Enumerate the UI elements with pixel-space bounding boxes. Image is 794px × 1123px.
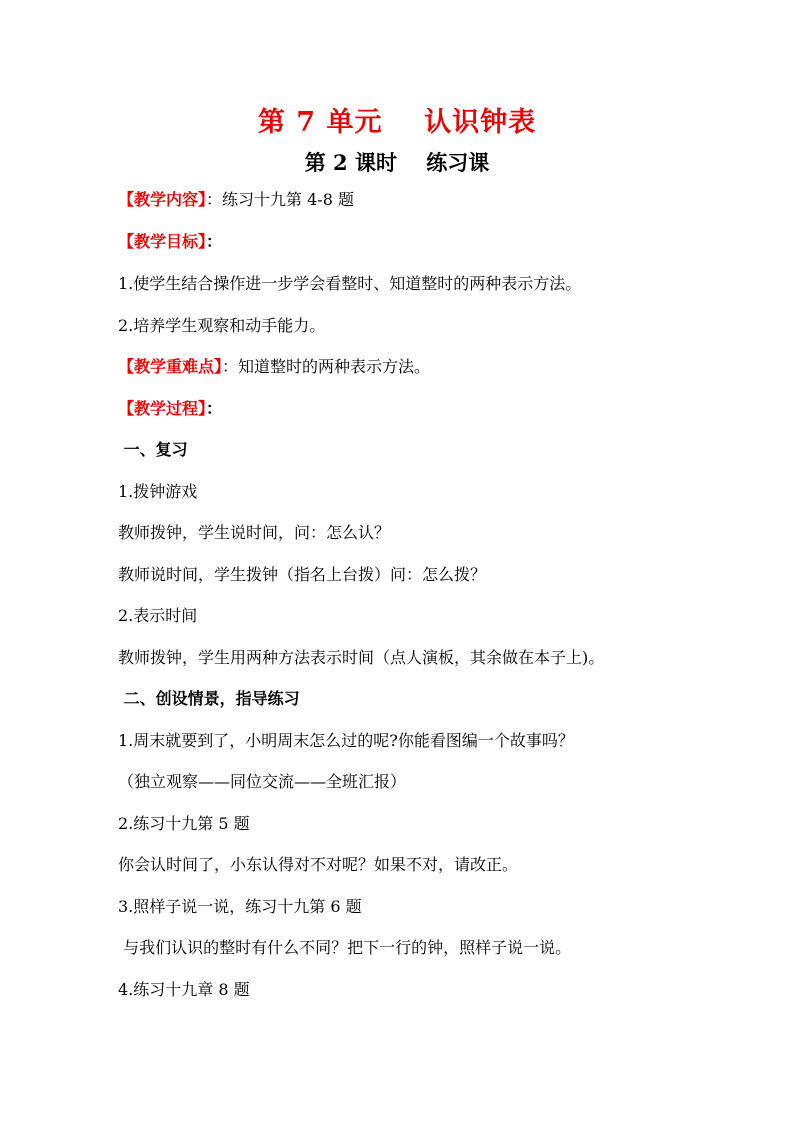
list-item-show-time: 2.表示时间 — [118, 606, 198, 625]
goal-item-1: 1.使学生结合操作进一步学会看整时、知道整时的两种表示方法。 — [118, 274, 582, 293]
goal-item-2: 2.培养学生观察和动手能力。 — [118, 316, 326, 335]
process-label: 【教学过程】 — [118, 399, 207, 418]
page-title: 第 7 单元 认识钟表 — [257, 107, 537, 138]
list-item-clock-game-step-b: 教师说时间，学生拨钟（指名上台拨）问：怎么拨？ — [118, 565, 487, 584]
teaching-goal-label: 【教学目标】 — [118, 232, 207, 251]
list-item-clock-game: 1.拨钟游戏 — [118, 482, 198, 501]
list-item-show-time-step: 教师拨钟，学生用两种方法表示时间（点人演板，其余做在本子上)。 — [118, 648, 605, 667]
teaching-content-line — [118, 189, 354, 211]
process-line — [118, 398, 222, 420]
key-point-label: 【教学重难点】 — [118, 357, 223, 376]
key-point-text: ：知道整时的两种表示方法。 — [222, 357, 431, 376]
list-item-exercise-5: 2.练习十九第 5 题 — [118, 814, 250, 833]
list-item-clock-game-step-a: 教师拨钟，学生说时间，问：怎么认？ — [118, 523, 391, 542]
teaching-goal-suffix: ： — [206, 232, 223, 251]
list-item-weekend-story: 1.周末就要到了，小明周末怎么过的呢?你能看图编一个故事吗？ — [118, 731, 574, 750]
teaching-content-text: ：练习十九第 4-8 题 — [206, 190, 354, 209]
list-item-exercise-6-step: 与我们认识的整时有什么不同？把下一行的钟，照样子说一说。 — [118, 938, 572, 957]
teaching-goal-line — [118, 231, 222, 253]
teaching-content-label: 【教学内容】 — [118, 190, 207, 209]
list-item-weekend-story-step: （独立观察——同位交流——全班汇报） — [118, 772, 407, 791]
key-point-line — [118, 356, 430, 378]
section-heading-practice: 二、创设情景，指导练习 — [118, 689, 300, 708]
list-item-exercise-5-step: 你会认时间了，小东认得对不对呢？如果不对，请改正。 — [118, 855, 519, 874]
lesson-subtitle: 第 2 课时 练习课 — [304, 150, 490, 175]
process-suffix: ： — [206, 399, 223, 418]
list-item-exercise-6: 3.照样子说一说，练习十九第 6 题 — [118, 897, 362, 916]
list-item-exercise-8: 4.练习十九章 8 题 — [118, 980, 250, 999]
section-heading-review: 一、复习 — [118, 440, 188, 459]
